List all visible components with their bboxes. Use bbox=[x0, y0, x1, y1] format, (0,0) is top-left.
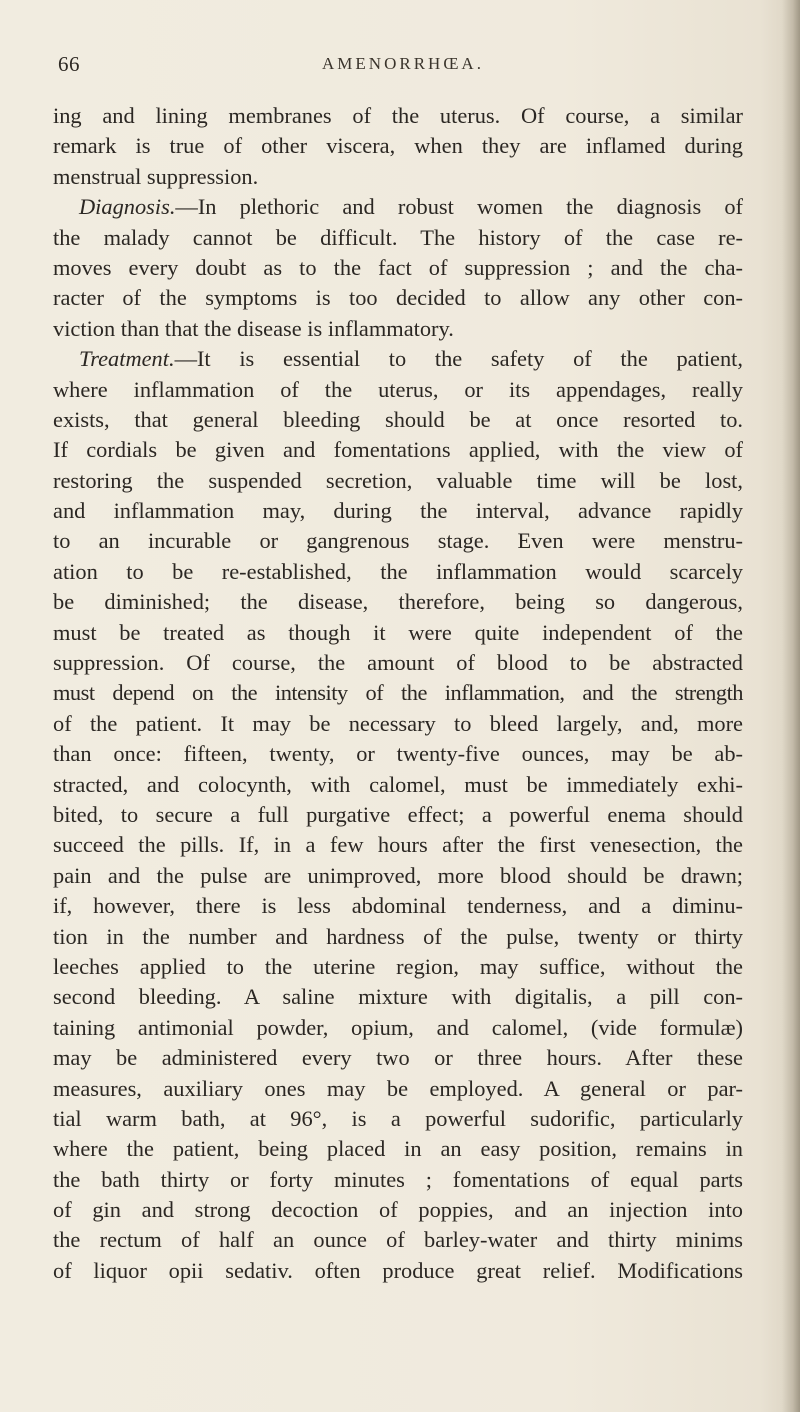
text-line: restoring the suspended secretion, valuable time will be lost, bbox=[53, 467, 743, 493]
text-line: succeed the pills. If, in a few hours after the first venesection, the bbox=[53, 832, 743, 858]
text-line: exists, that general bleeding should be at once resorted to. bbox=[53, 406, 743, 432]
text-line: bited, to secure a full purgative effect; a powerful enema should bbox=[53, 801, 743, 827]
text-line: measures, auxiliary ones may be employed. A general or par- bbox=[53, 1075, 743, 1101]
text-line: —In plethoric and robust women the diagnosis of bbox=[175, 194, 743, 220]
text-line: menstrual suppression. bbox=[53, 163, 259, 189]
text-line: viction than that the disease is inflammatory. bbox=[53, 315, 454, 341]
text-line: of gin and strong decoction of poppies, and an injection into bbox=[53, 1197, 743, 1223]
text-line: If cordials be given and fomentations applied, with the view of bbox=[53, 437, 743, 463]
text-line: the rectum of half an ounce of barley-water and thirty minims bbox=[53, 1227, 743, 1253]
text-line: must depend on the intensity of the inflammation, and the strength bbox=[53, 680, 743, 706]
treatment-heading: Treatment. bbox=[79, 346, 175, 372]
text-line: and inflammation may, during the interval, advance rapidly bbox=[53, 498, 743, 524]
text-line: of the patient. It may be necessary to bleed largely, and, more bbox=[53, 710, 743, 736]
body-text bbox=[53, 101, 743, 1286]
page-header bbox=[58, 52, 748, 82]
text-line: if, however, there is less abdominal tenderness, and a diminu- bbox=[53, 893, 743, 919]
text-line: where inflammation of the uterus, or its appendages, really bbox=[53, 376, 743, 402]
text-line: —It is essential to the safety of the patient, bbox=[174, 346, 743, 372]
text-line: may be administered every two or three hours. After these bbox=[53, 1045, 743, 1071]
text-line: taining antimonial powder, opium, and calomel, (vide formulæ) bbox=[53, 1014, 743, 1040]
page-edge-shadow bbox=[782, 0, 800, 1412]
text-line: be diminished; the disease, therefore, being so dangerous, bbox=[53, 589, 743, 615]
text-line: must be treated as though it were quite independent of the bbox=[53, 619, 743, 645]
running-head: AMENORRHŒA. bbox=[322, 54, 484, 73]
text-line: second bleeding. A saline mixture with digitalis, a pill con- bbox=[53, 984, 743, 1010]
text-line: than once: fifteen, twenty, or twenty-five ounces, may be ab- bbox=[53, 741, 743, 767]
text-line: suppression. Of course, the amount of blood to be abstracted bbox=[53, 650, 743, 676]
text-line: to an incurable or gangrenous stage. Even were menstru- bbox=[53, 528, 743, 554]
diagnosis-heading: Diagnosis. bbox=[79, 194, 176, 220]
text-line: where the patient, being placed in an easy position, remains in bbox=[53, 1136, 743, 1162]
text-line: ation to be re-established, the inflammation would scarcely bbox=[53, 558, 743, 584]
text-line: of liquor opii sedativ. often produce great relief. Modifications bbox=[53, 1257, 743, 1283]
text-line: racter of the symptoms is too decided to allow any other con- bbox=[53, 285, 743, 311]
page-number: 66 bbox=[58, 52, 80, 76]
text-line: pain and the pulse are unimproved, more blood should be drawn; bbox=[53, 862, 743, 888]
text-line: ing and lining membranes of the uterus. Of course, a similar bbox=[53, 103, 743, 128]
text-line: tion in the number and hardness of the pulse, twenty or thirty bbox=[53, 923, 743, 949]
text-line: remark is true of other viscera, when they are inflamed during bbox=[53, 133, 743, 159]
text-line: the bath thirty or forty minutes ; fomentations of equal parts bbox=[53, 1166, 743, 1192]
text-line: tial warm bath, at 96°, is a powerful sudorific, particularly bbox=[53, 1105, 743, 1131]
text-line: stracted, and colocynth, with calomel, must be immediately exhi- bbox=[53, 771, 743, 797]
diagnosis-paragraph-start bbox=[53, 192, 743, 222]
treatment-paragraph-start bbox=[53, 344, 743, 374]
text-line: leeches applied to the uterine region, may suffice, without the bbox=[53, 953, 743, 979]
text-line: moves every doubt as to the fact of suppression ; and the cha- bbox=[53, 254, 743, 280]
text-line: the malady cannot be difficult. The history of the case re- bbox=[53, 224, 743, 250]
